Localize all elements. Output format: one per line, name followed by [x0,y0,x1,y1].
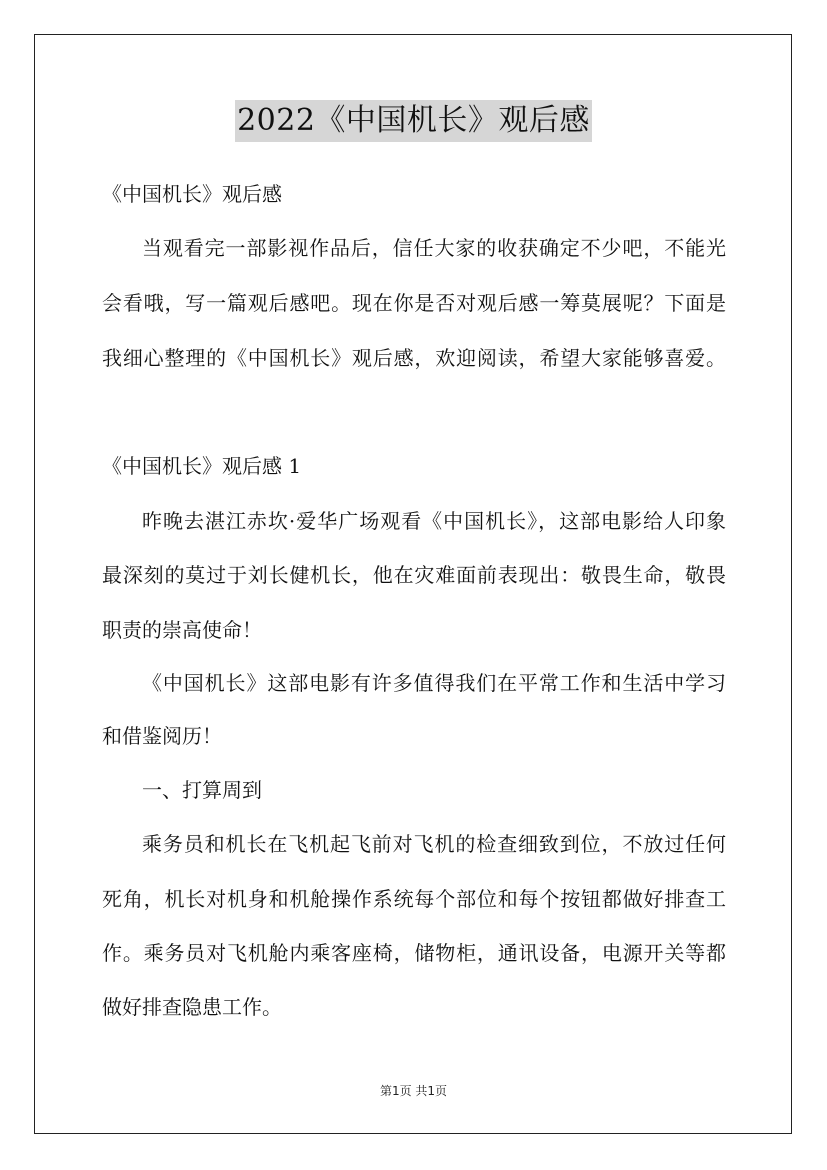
page-footer: 第1页 共1页 [379,1084,448,1098]
paragraph-3-line-4: 做好排查隐患工作。 [102,995,282,1019]
section-heading-1: 《中国机长》观后感 1 [102,454,302,478]
paragraph-3-line-3: 作。乘务员对飞机舱内乘客座椅，储物柜，通讯设备，电源开关等都 [102,941,726,965]
document-title: 2022《中国机长》观后感 [235,100,592,142]
paragraph-3-line-1: 乘务员和机长在飞机起飞前对飞机的检查细致到位，不放过任何 [142,832,726,856]
paragraph-2-line-2: 和借鉴阅历！ [102,724,222,748]
intro-line-1: 当观看完一部影视作品后，信任大家的收获确定不少吧，不能光 [142,236,726,260]
paragraph-3-line-2: 死角，机长对机身和机舱操作系统每个部位和每个按钮都做好排查工 [102,887,726,911]
paragraph-1-line-3: 职责的崇高使命！ [102,618,262,642]
intro-line-2: 会看哦，写一篇观后感吧。现在你是否对观后感一筹莫展呢？下面是 [102,291,726,315]
paragraph-1-line-1: 昨晚去湛江赤坎·爱华广场观看《中国机长》，这部电影给人印象 [142,509,726,533]
subtitle: 《中国机长》观后感 [102,182,282,206]
title-container [0,100,827,142]
paragraph-2-line-1: 《中国机长》这部电影有许多值得我们在平常工作和生活中学习 [142,671,726,695]
paragraph-1-line-2: 最深刻的莫过于刘长健机长，他在灾难面前表现出：敬畏生命，敬畏 [102,563,726,587]
intro-line-3: 我细心整理的《中国机长》观后感，欢迎阅读，希望大家能够喜爱。 [102,346,726,370]
point-heading-1: 一、打算周到 [142,778,262,802]
